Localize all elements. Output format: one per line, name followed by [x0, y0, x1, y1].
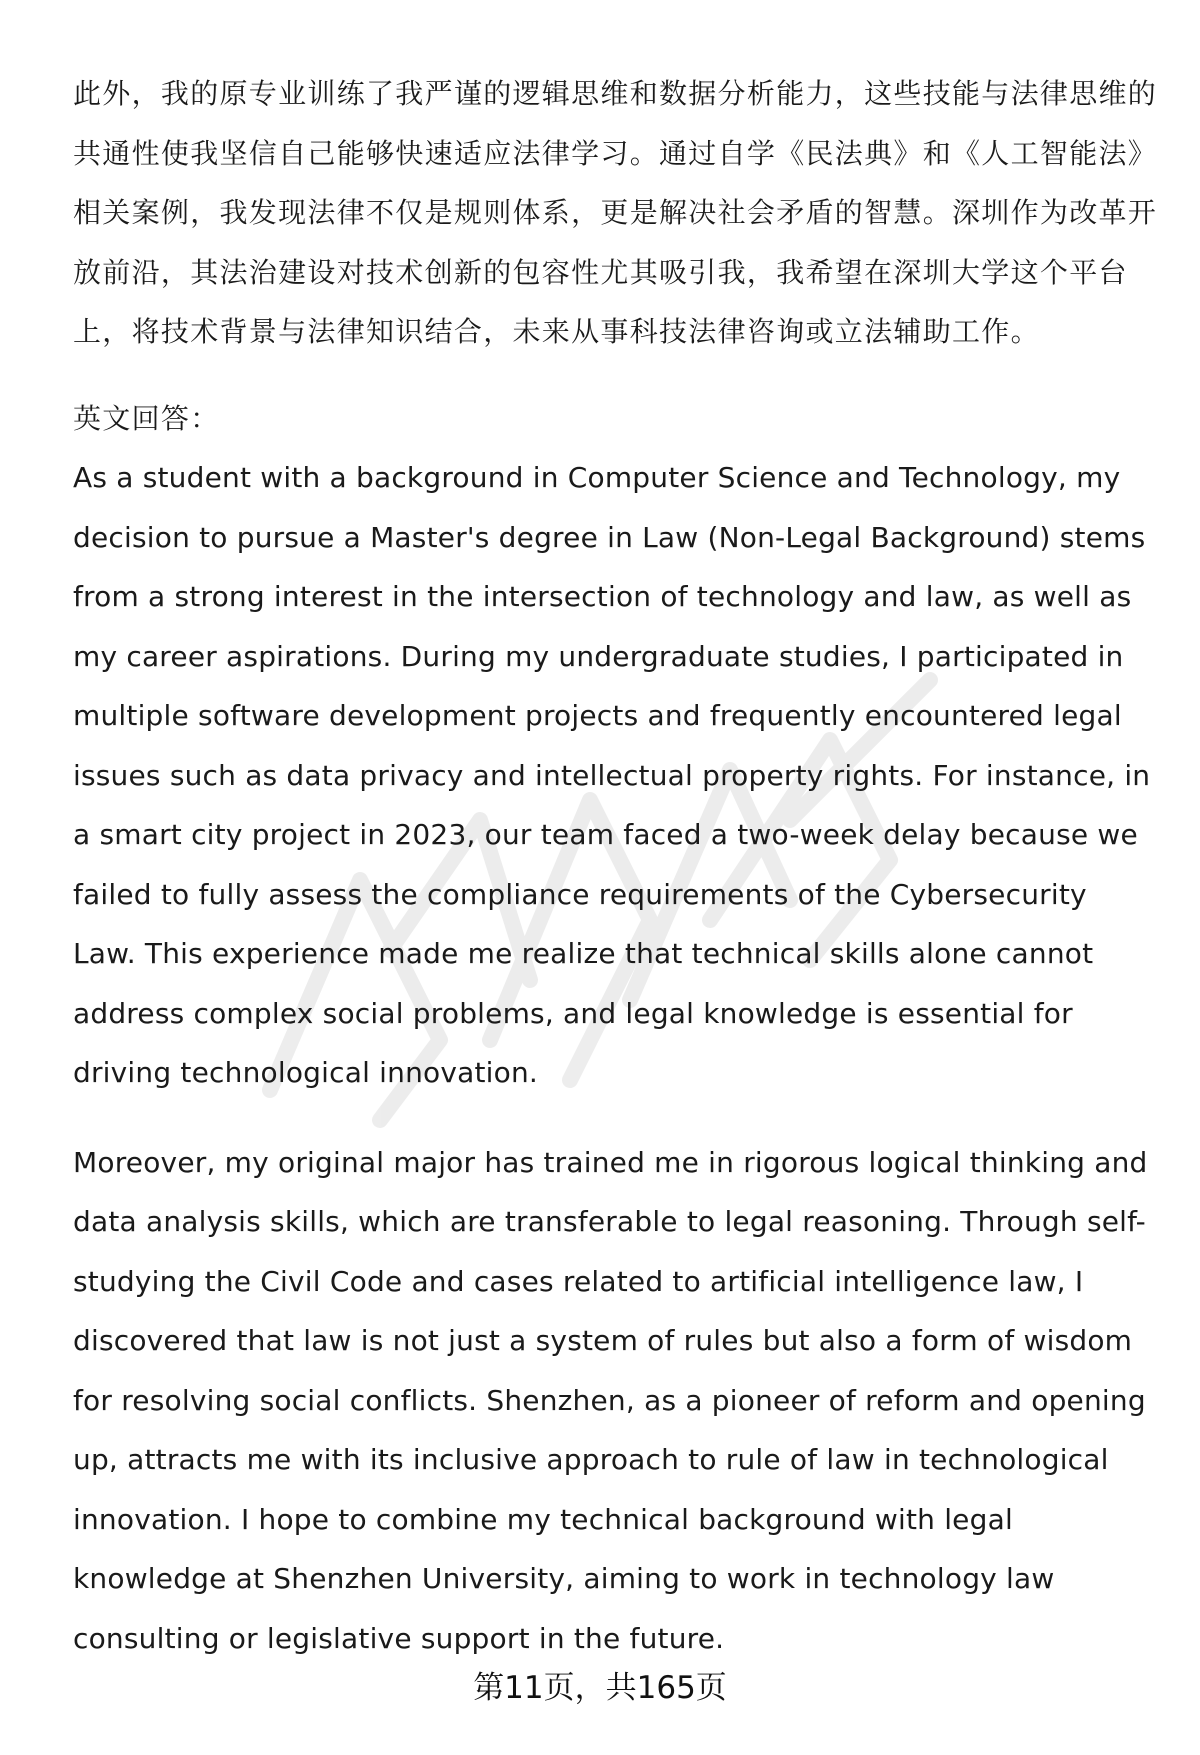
chinese-paragraph: 此外，我的原专业训练了我严谨的逻辑思维和数据分析能力，这些技能与法律思维的共通性使我坚信自己能够快速适应法律学习。通过自学《民法典》和《人工智能法》相关案例，我发现法律不仅是规则体系，更是解决社会矛盾的智慧。深圳作为改革开放前沿，其法治建设对技术创新的包容性尤其吸引我，我希望在深圳大学这个平台上，将技术背景与法律知识结合，未来从事科技法律咨询或立法辅助工作。 [73, 77, 1158, 348]
document-body [73, 64, 1158, 1668]
english-paragraph-1: As a student with a background in Computer Science and Technology, my decision to pursue a Master's degree in Law (Non-Legal Background) stems from a strong interest in the intersection of technology and law, as well as my career aspirations. During my undergraduate studies, I participated in multiple software development projects and frequently encountered legal issues such as data privacy and intellectual property rights. For instance, in a smart city project in 2023, our team faced a two-week delay because we failed to fully assess the compliance requirements of the Cybersecurity Law. This experience made me realize that technical skills alone cannot address complex social problems, and legal knowledge is essential for driving technological innovation. [73, 461, 1151, 1089]
english-paragraph-2: Moreover, my original major has trained me in rigorous logical thinking and data analysis skills, which are transferable to legal reasoning. Through self-studying the Civil Code and cases related to artificial intelligence law, I discovered that law is not just a system of rules but also a form of wisdom for resolving social conflicts. Shenzhen, as a pioneer of reform and opening up, attracts me with its inclusive approach to rule of law in technological innovation. I hope to combine my technical background with legal knowledge at Shenzhen University, aiming to work in technology law consulting or legislative support in the future. [73, 1145, 1148, 1655]
page-number-footer: 第11页，共165页 [473, 1670, 727, 1706]
english-answer-label: 英文回答： [73, 401, 220, 435]
